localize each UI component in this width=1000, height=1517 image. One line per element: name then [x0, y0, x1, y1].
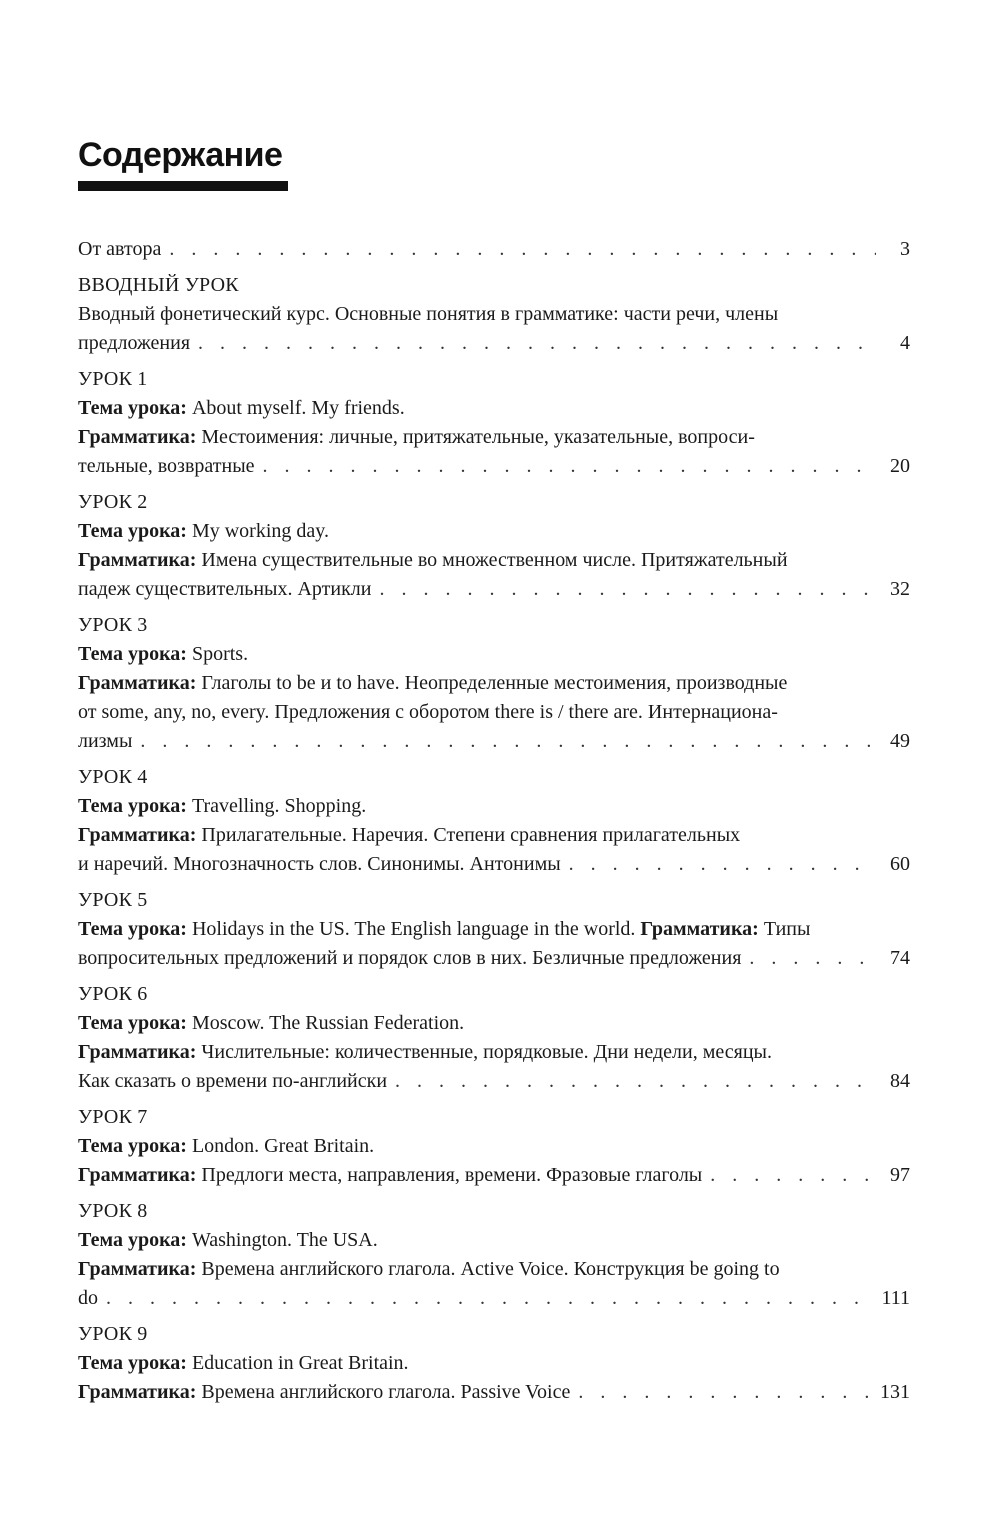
- grammar-text-end: тельные, возвратные: [78, 455, 255, 477]
- lesson-title: УРОК 6: [78, 983, 148, 1005]
- grammar-text: от some, any, no, every. Предложения с оборотом there is / there are. Интернациона-: [78, 701, 778, 723]
- grammar-text-end: падеж существительных. Артикли: [78, 578, 372, 600]
- lesson-title: ВВОДНЫЙ УРОК: [78, 274, 239, 296]
- lesson-title: УРОК 8: [78, 1200, 148, 1222]
- grammar-text: Времена английского глагола. Active Voice. Конструкция be going to: [201, 1258, 780, 1280]
- topic-label: Тема урока:: [78, 1135, 187, 1157]
- page-number: 60: [890, 853, 910, 875]
- lesson-title: УРОК 1: [78, 368, 148, 390]
- dot-leader: [710, 1161, 876, 1190]
- heading-underline: [78, 181, 288, 191]
- lesson-topic: My working day.: [191, 520, 329, 542]
- dot-leader: [380, 575, 877, 604]
- toc-entry-intro[interactable]: [78, 271, 910, 358]
- toc-page: [78, 0, 910, 1517]
- toc-entry-lesson-1[interactable]: [78, 365, 910, 481]
- grammar-label: Грамматика:: [78, 1164, 197, 1186]
- grammar-text-end: вопросительных предложений и порядок слов в них. Безличные предложения: [78, 947, 742, 969]
- page-number: 20: [890, 455, 910, 477]
- topic-label: Тема урока:: [78, 918, 187, 940]
- grammar-text: Глаголы to be и to have. Неопределенные местоимения, производные: [201, 672, 788, 694]
- lesson-title: УРОК 7: [78, 1106, 148, 1128]
- grammar-text: Числительные: количественные, порядковые. Дни недели, месяцы.: [201, 1041, 772, 1063]
- grammar-text: Времена английского глагола. Passive Voice: [201, 1381, 571, 1403]
- lesson-topic: Education in Great Britain.: [191, 1352, 409, 1374]
- page-number: 74: [890, 947, 910, 969]
- grammar-label: Грамматика:: [78, 549, 197, 571]
- lesson-title: УРОК 4: [78, 766, 148, 788]
- lesson-title: УРОК 3: [78, 614, 148, 636]
- lesson-topic: Holidays in the US. The English language in the world.: [191, 918, 636, 940]
- page-number: 49: [890, 730, 910, 752]
- lesson-title: УРОК 9: [78, 1323, 148, 1345]
- grammar-text-end: лизмы: [78, 730, 133, 752]
- page-title: Содержание: [78, 136, 283, 174]
- topic-label: Тема урока:: [78, 643, 187, 665]
- lesson-title: УРОК 2: [78, 491, 148, 513]
- dot-leader: [169, 235, 876, 264]
- lesson-topic: Sports.: [191, 643, 249, 665]
- toc-entry-lesson-9[interactable]: [78, 1320, 910, 1407]
- dot-leader: [140, 727, 876, 756]
- grammar-label: Грамматика:: [78, 1258, 197, 1280]
- dot-leader: [395, 1067, 876, 1096]
- page-number: 3: [900, 238, 910, 260]
- entry-text: Вводный фонетический курс. Основные понятия в грамматике: части речи, члены: [78, 303, 779, 325]
- table-of-contents: [78, 235, 910, 1414]
- grammar-text: Типы: [763, 918, 811, 940]
- topic-label: Тема урока:: [78, 1012, 187, 1034]
- page-number: 111: [881, 1287, 910, 1309]
- toc-entry-lesson-8[interactable]: [78, 1197, 910, 1313]
- page-number: 4: [900, 332, 910, 354]
- lesson-topic: About myself. My friends.: [191, 397, 405, 419]
- grammar-text: Местоимения: личные, притяжательные, указательные, вопроси-: [201, 426, 755, 448]
- grammar-label: Грамматика:: [640, 918, 759, 940]
- grammar-text: Прилагательные. Наречия. Степени сравнения прилагательных: [201, 824, 741, 846]
- page-number: 32: [890, 578, 910, 600]
- topic-label: Тема урока:: [78, 397, 187, 419]
- page-number: 84: [890, 1070, 910, 1092]
- lesson-topic: Travelling. Shopping.: [191, 795, 367, 817]
- lesson-topic: Washington. The USA.: [191, 1229, 378, 1251]
- grammar-text: Предлоги места, направления, времени. Фразовые глаголы: [201, 1164, 703, 1186]
- dot-leader: [569, 850, 876, 879]
- page-number: 97: [890, 1164, 910, 1186]
- dot-leader: [749, 944, 876, 973]
- toc-entry-author[interactable]: [78, 235, 910, 264]
- dot-leader: [263, 452, 876, 481]
- topic-label: Тема урока:: [78, 1229, 187, 1251]
- page-number: 131: [880, 1381, 910, 1403]
- topic-label: Тема урока:: [78, 795, 187, 817]
- grammar-text-end: и наречий. Многозначность слов. Синонимы. Антонимы: [78, 853, 561, 875]
- toc-entry-lesson-2[interactable]: [78, 488, 910, 604]
- grammar-label: Грамматика:: [78, 1041, 197, 1063]
- grammar-label: Грамматика:: [78, 426, 197, 448]
- dot-leader: [198, 329, 876, 358]
- lesson-title: УРОК 5: [78, 889, 148, 911]
- grammar-text: Имена существительные во множественном числе. Притяжательный: [201, 549, 788, 571]
- dot-leader: [578, 1378, 872, 1407]
- grammar-label: Грамматика:: [78, 824, 197, 846]
- toc-entry-lesson-5[interactable]: [78, 886, 910, 973]
- toc-entry-lesson-6[interactable]: [78, 980, 910, 1096]
- dot-leader: [106, 1284, 873, 1313]
- grammar-label: Грамматика:: [78, 672, 197, 694]
- lesson-topic: London. Great Britain.: [191, 1135, 375, 1157]
- grammar-text-end: do: [78, 1287, 98, 1309]
- toc-entry-lesson-7[interactable]: [78, 1103, 910, 1190]
- entry-title: От автора: [78, 238, 162, 260]
- topic-label: Тема урока:: [78, 520, 187, 542]
- grammar-text-end: Как сказать о времени по-английски: [78, 1070, 388, 1092]
- toc-entry-lesson-3[interactable]: [78, 611, 910, 756]
- topic-label: Тема урока:: [78, 1352, 187, 1374]
- lesson-topic: Moscow. The Russian Federation.: [191, 1012, 465, 1034]
- entry-text-end: предложения: [78, 332, 191, 354]
- grammar-label: Грамматика:: [78, 1381, 197, 1403]
- toc-entry-lesson-4[interactable]: [78, 763, 910, 879]
